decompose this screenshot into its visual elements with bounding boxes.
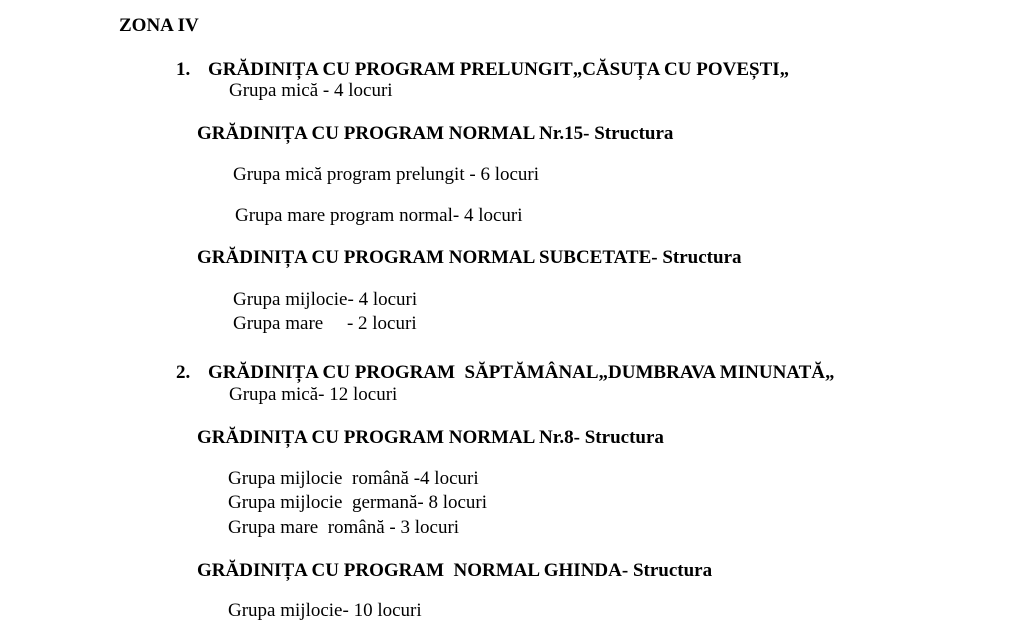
section-title: GRĂDINIȚA CU PROGRAM SĂPTĂMÂNAL„DUMBRAVA MINUNATĂ„ xyxy=(208,362,835,383)
section-number: 1. xyxy=(176,59,191,80)
group-line: Grupa mare română - 3 locuri xyxy=(228,517,460,538)
section-title: GRĂDINIȚA CU PROGRAM NORMAL Nr.15- Structura xyxy=(197,123,674,144)
group-line: Grupa mijlocie română -4 locuri xyxy=(228,468,479,489)
group-line: Grupa mijlocie- 4 locuri xyxy=(233,289,418,310)
section-title: GRĂDINIȚA CU PROGRAM NORMAL Nr.8- Structura xyxy=(197,427,664,448)
group-line: Grupa mare program normal- 4 locuri xyxy=(235,205,523,226)
group-line: Grupa mijlocie germană- 8 locuri xyxy=(228,492,488,513)
section-title: GRĂDINIȚA CU PROGRAM PRELUNGIT„CĂSUȚA CU POVEȘTI„ xyxy=(208,59,790,80)
group-line: Grupa mică program prelungit - 6 locuri xyxy=(233,164,540,185)
group-line: Grupa mijlocie- 10 locuri xyxy=(228,600,422,621)
group-line: Grupa mare - 2 locuri xyxy=(233,313,417,334)
group-line: Grupa mică - 4 locuri xyxy=(229,80,393,101)
section-title: GRĂDINIȚA CU PROGRAM NORMAL SUBCETATE- Structura xyxy=(197,247,742,268)
zone-title: ZONA IV xyxy=(119,15,199,36)
section-title: GRĂDINIȚA CU PROGRAM NORMAL GHINDA- Structura xyxy=(197,560,713,581)
group-line: Grupa mică- 12 locuri xyxy=(229,384,398,405)
section-number: 2. xyxy=(176,362,191,383)
